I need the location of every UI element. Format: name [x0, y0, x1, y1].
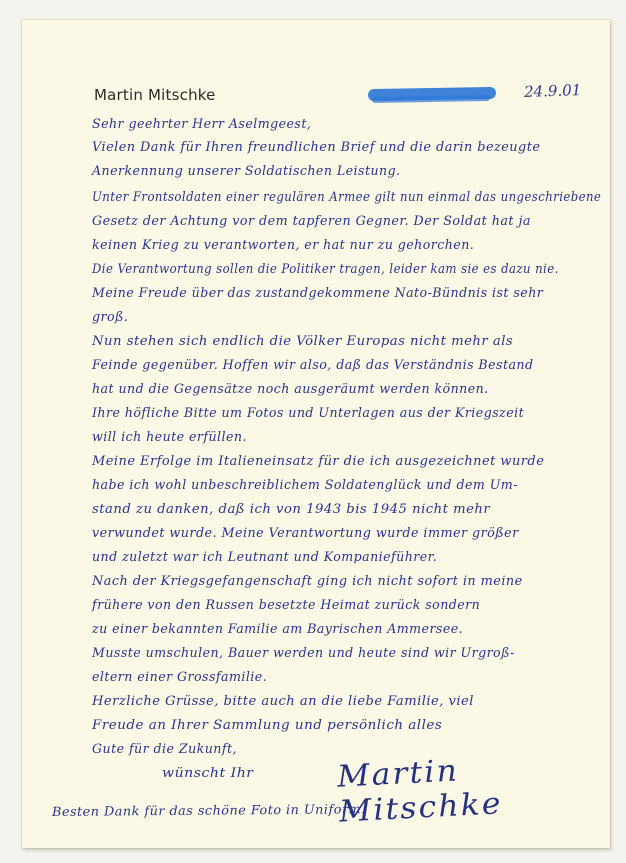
body-line: Meine Erfolge im Italieneinsatz für die ich ausgezeichnet wurde [92, 453, 545, 468]
body-line: Vielen Dank für Ihren freundlichen Brief und die darin bezeugte [92, 139, 541, 154]
body-line: Die Verantwortung sollen die Politiker tragen, leider kam sie es dazu nie. [92, 261, 559, 276]
body-line: Ihre höfliche Bitte um Fotos und Unterlagen aus der Kriegszeit [92, 405, 525, 420]
body-line: habe ich wohl unbeschreiblichem Soldatenglück und dem Um- [92, 477, 518, 492]
body-line: Unter Frontsoldaten einer regulären Armee gilt nun einmal das ungeschriebene [92, 189, 602, 204]
body-line: will ich heute erfüllen. [92, 429, 247, 444]
body-line: Nun stehen sich endlich die Völker Europas nicht mehr als [92, 333, 514, 348]
sender-name: Martin Mitschke [94, 86, 216, 104]
body-line: stand zu danken, daß ich von 1943 bis 1945 nicht mehr [92, 501, 491, 516]
body-line: und zuletzt war ich Leutnant und Kompanieführer. [92, 549, 438, 564]
body-line: Nach der Kriegsgefangenschaft ging ich nicht sofort in meine [92, 573, 523, 588]
body-line: groß. [92, 309, 129, 324]
salutation-line: Sehr geehrter Herr Aselmgeest, [92, 116, 312, 131]
closing-line: Gute für die Zukunft, [92, 741, 237, 756]
postscript-line: Besten Dank für das schöne Foto in Uniform. [51, 801, 366, 819]
closing-line: wünscht Ihr [162, 765, 254, 780]
body-line: Anerkennung unserer Soldatischen Leistung. [92, 163, 401, 178]
body-line: Musste umschulen, Bauer werden und heute sind wir Urgroß- [92, 645, 515, 660]
closing-line: Freude an Ihrer Sammlung und persönlich alles [92, 717, 443, 732]
body-line: verwundet wurde. Meine Verantwortung wurde immer größer [92, 525, 519, 540]
signature: Martin Mitschke [336, 753, 504, 830]
body-line: hat und die Gegensätze noch ausgeräumt werden können. [92, 381, 489, 396]
body-line: Meine Freude über das zustandgekommene Nato-Bündnis ist sehr [92, 285, 544, 300]
body-line: zu einer bekannten Familie am Bayrischen Ammersee. [92, 621, 464, 636]
body-line: eltern einer Grossfamilie. [92, 669, 268, 684]
closing-line: Herzliche Grüsse, bitte auch an die liebe Familie, viel [92, 693, 474, 708]
body-line: frühere von den Russen besetzte Heimat zurück sondern [92, 597, 481, 612]
letter-date: 24.9.01 [523, 81, 582, 101]
body-line: Gesetz der Achtung vor dem tapferen Gegner. Der Soldat hat ja [92, 213, 531, 228]
body-line: Feinde gegenüber. Hoffen wir also, daß das Verständnis Bestand [92, 357, 534, 372]
body-line: keinen Krieg zu verantworten, er hat nur zu gehorchen. [92, 237, 475, 252]
